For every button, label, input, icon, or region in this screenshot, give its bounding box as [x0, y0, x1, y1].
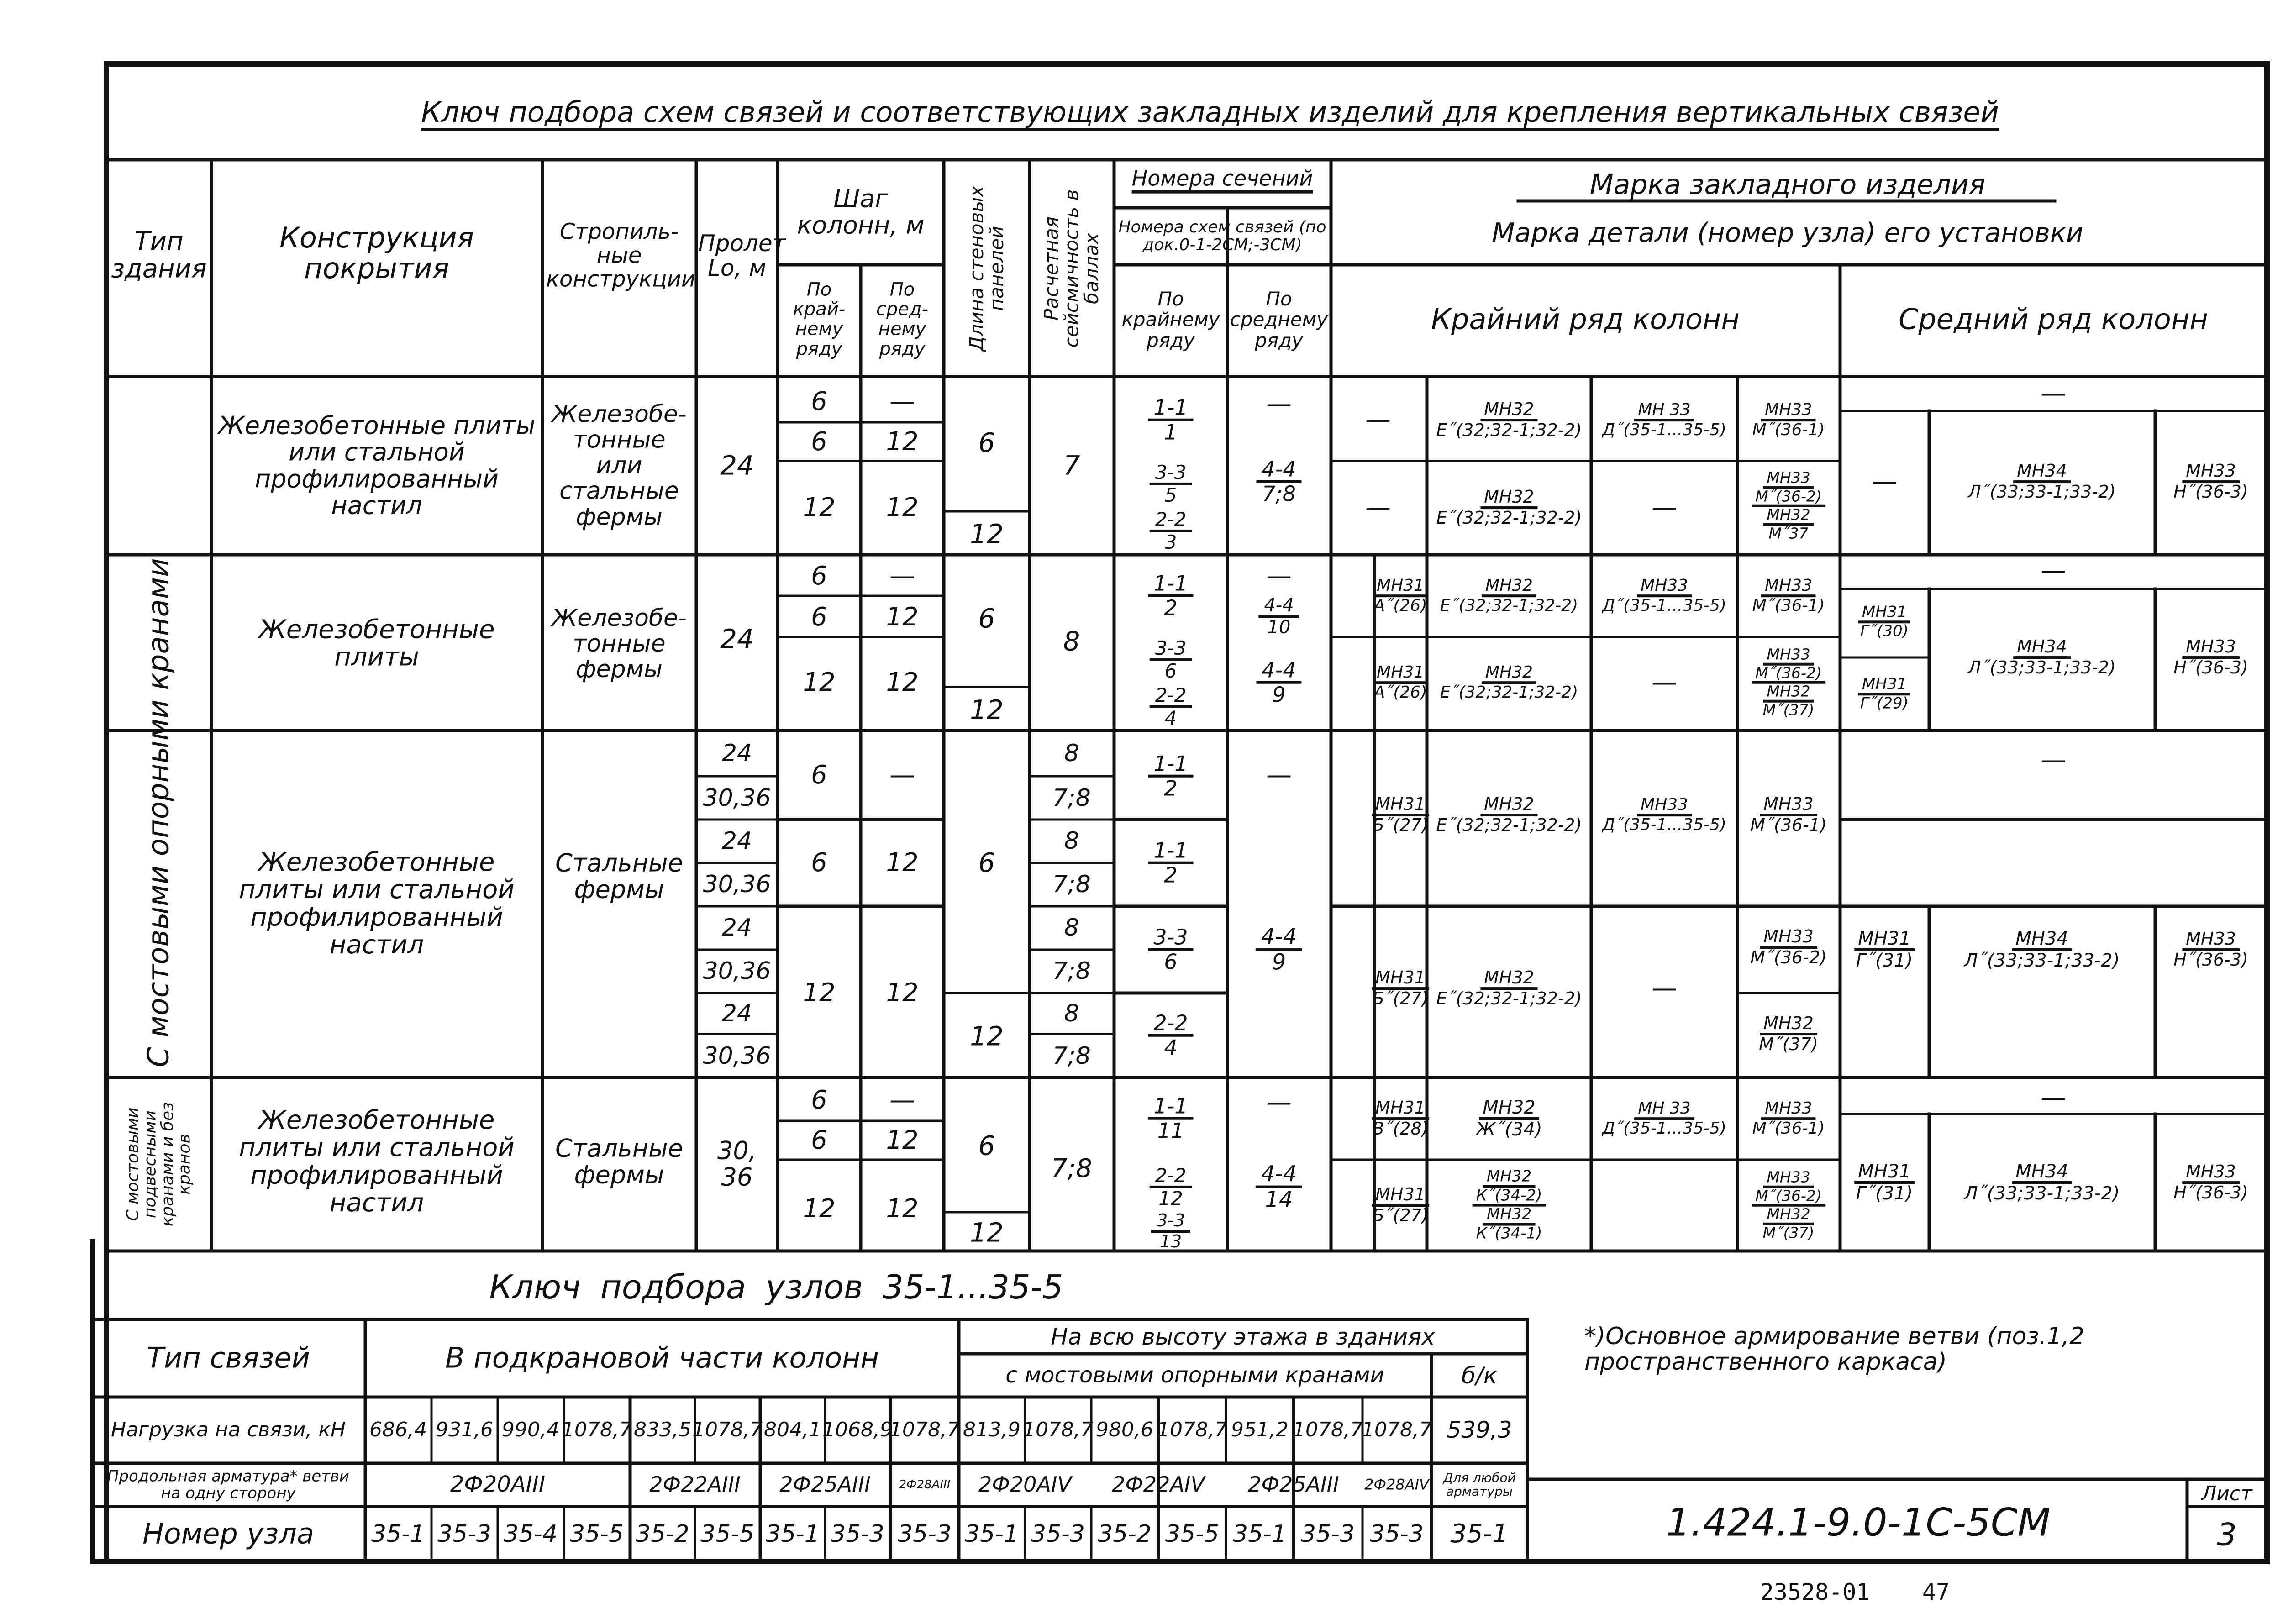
b2-g1-top: МН31 Г˝(30): [1858, 604, 1910, 639]
b3-g3: МН33 Н˝(36-3): [2173, 929, 2248, 970]
rebar-value: 2Ф28АIII: [899, 1477, 951, 1492]
load-value: 931,6: [436, 1418, 493, 1442]
load-value: 1078,7: [1023, 1418, 1093, 1442]
b4-e2-top: МН32 Ж˝(34): [1476, 1097, 1542, 1140]
node-value: 35-5: [569, 1520, 624, 1548]
b4-truss: Стальные фермы: [555, 1134, 683, 1189]
b1-e3-top: МН 33 Д˝(35-1...35-5): [1602, 400, 1726, 439]
node-value: 35-1: [765, 1520, 820, 1548]
b3-step1: 6: [811, 760, 827, 790]
b2-sec-mid-a: 4-4 10: [1258, 596, 1299, 637]
b4-e1-top: МН31 В˝(28): [1372, 1098, 1429, 1139]
document-code: 1.424.1-9.0-1С-5СМ: [1666, 1500, 2051, 1545]
b4-span: 30, 36: [717, 1136, 757, 1192]
b2-sec-b: 3-3 6: [1150, 638, 1192, 681]
b1-panel2: 12: [970, 518, 1004, 550]
b2-seismic: 8: [1063, 625, 1080, 657]
side-label-hanging: С мостовыми подвесными кранами и без кранов: [123, 1102, 194, 1227]
b1-span: 24: [720, 450, 754, 481]
b1-e3-bot: —: [1652, 492, 1677, 522]
node-value: 35-3: [1369, 1520, 1424, 1548]
node-value: 35-3: [1031, 1520, 1085, 1548]
b3-e3-bot: —: [1652, 973, 1677, 1003]
t2-type-header: Тип связей: [147, 1341, 310, 1375]
load-value: 1068,9: [822, 1418, 893, 1442]
b3-sec-d: 2-2 4: [1148, 1012, 1193, 1059]
b1-step2: 6: [811, 426, 827, 457]
rebar-value: 2Ф22АIII: [649, 1472, 741, 1497]
b3-seis-2: 7;8: [1052, 784, 1091, 812]
b4-g1: МН31 Г˝(31): [1854, 1162, 1915, 1203]
b4-panel1: 6: [978, 1130, 995, 1162]
b2-sec-mid-b: 4-4 9: [1256, 659, 1301, 706]
t2-load-label: Нагрузка на связи, кН: [111, 1418, 346, 1442]
b1-g1: —: [1872, 466, 1897, 496]
node-value: 35-3: [437, 1520, 492, 1548]
b2-step3-mid: 12: [886, 667, 919, 697]
col-step-edge: По край-нему ряду: [793, 279, 846, 360]
b4-step1-mid: —: [889, 1085, 915, 1115]
b3-e2-top: МН32 Е˝(32;32-1;32-2): [1436, 794, 1582, 835]
b1-step2-mid: 12: [886, 426, 919, 457]
b1-e4-top: МН33 М˝(36-1): [1752, 400, 1825, 439]
b4-construction: Железобетонные плиты или стальной профилированный настил: [239, 1105, 515, 1218]
b2-step2: 6: [811, 602, 827, 632]
b1-g3: МН33 Н˝(36-3): [2173, 461, 2248, 502]
b3-span-3: 24: [721, 827, 752, 855]
b3-step2-mid: 12: [886, 847, 919, 878]
t2-node-label: Номер узла: [142, 1517, 314, 1550]
b3-sec-mid-c: 4-4 9: [1256, 925, 1302, 974]
node-value: 35-3: [830, 1520, 885, 1548]
b3-sec-c: 3-3 6: [1148, 926, 1193, 973]
b3-truss: Стальные фермы: [555, 848, 683, 904]
b1-panel1: 6: [978, 427, 995, 458]
b2-step3: 12: [803, 667, 836, 697]
b4-step2-mid: 12: [886, 1125, 919, 1155]
load-value: 951,2: [1231, 1418, 1289, 1442]
b1-sec-c: 2-2 3: [1150, 510, 1192, 552]
b3-seis-4: 7;8: [1052, 870, 1091, 898]
rebar-value: 2Ф25АIII: [779, 1472, 871, 1497]
b3-span-1: 24: [721, 739, 752, 767]
b4-g3: МН33 Н˝(36-3): [2173, 1162, 2248, 1203]
b4-sec-a: 1-1 11: [1148, 1095, 1193, 1142]
b3-seis-5: 8: [1064, 914, 1079, 941]
col-schemes: Номера схем связей (по док.0-1-2СМ;-3СМ): [1118, 218, 1326, 254]
t2-crane-header: В подкрановой части колонн: [445, 1341, 879, 1375]
b1-step3-mid: 12: [886, 492, 919, 522]
col-edge-row: Крайний ряд колонн: [1431, 302, 1740, 336]
load-value: 1078,7: [889, 1418, 960, 1442]
b3-span-2: 30,36: [703, 784, 771, 812]
b1-seismic: 7: [1063, 450, 1080, 481]
b3-sec-b: 1-1 2: [1148, 840, 1193, 887]
sheet-label: Лист: [2201, 1482, 2252, 1506]
b3-e4-bot: МН32 М˝(37): [1759, 1013, 1818, 1054]
b3-e4-top: МН33 М˝(36-1): [1750, 794, 1827, 835]
b3-span-4: 30,36: [703, 870, 771, 898]
b1-sec-mid-b: 4-4 7;8: [1256, 458, 1301, 505]
col-step-mid: По сред-нему ряду: [876, 279, 929, 360]
b1-e4-bot: МН33 М˝(36-2) МН32 М˝37: [1752, 470, 1825, 542]
b3-seis-1: 8: [1064, 739, 1079, 767]
b3-e4-mid: МН33 М˝(36-2): [1750, 926, 1827, 967]
b4-panel2: 12: [970, 1217, 1004, 1248]
b2-step1: 6: [811, 561, 827, 591]
b2-sec-mid-dash: —: [1266, 561, 1292, 591]
b4-e4-bot: МН33 М˝(36-2) МН32 М˝(37): [1752, 1170, 1825, 1241]
b3-step1-mid: —: [889, 760, 915, 790]
col-panel: Длина стеновых панелей: [965, 185, 1008, 352]
b2-step2-mid: 12: [886, 602, 919, 632]
node-value: 35-2: [635, 1520, 690, 1548]
t2-full-header: На всю высоту этажа в зданиях: [1051, 1324, 1435, 1350]
b4-sec-b: 2-2 12: [1150, 1166, 1192, 1209]
t2-rebar-label: Продольная арматура* ветви на одну сторону: [107, 1467, 350, 1502]
load-value: 539,3: [1447, 1417, 1512, 1443]
node-value: 35-1: [964, 1520, 1019, 1548]
b1-step1: 6: [811, 386, 827, 416]
b2-sec-a: 1-1 2: [1148, 573, 1193, 620]
b1-e1-bot: —: [1365, 492, 1391, 522]
b4-sec-c: 3-3 13: [1151, 1212, 1190, 1251]
b3-construction: Железобетонные плиты или стальной профилированный настил: [239, 847, 515, 960]
b3-panel1: 6: [978, 847, 995, 878]
b1-sec-mid-a: —: [1266, 389, 1292, 419]
side-label-cranes: С мостовыми опорными кранами: [142, 558, 176, 1067]
b4-g-top: —: [2041, 1083, 2066, 1113]
load-value: 804,1: [764, 1418, 821, 1442]
load-value: 813,9: [963, 1418, 1021, 1442]
col-mark2: Марка детали (номер узла) его установки: [1492, 217, 2083, 248]
t2-bk-header: б/к: [1462, 1362, 1497, 1389]
rebar-value: 2Ф20АIV: [978, 1472, 1072, 1497]
b1-truss: Железобе-тонные или стальные фермы: [552, 400, 687, 531]
rebar-value: Для любой арматуры: [1443, 1470, 1516, 1499]
load-value: 1078,7: [1293, 1418, 1363, 1442]
b4-e2-bot: МН32 К˝(34-2) МН32 К˝(34-1): [1473, 1169, 1546, 1242]
b3-span-6: 30,36: [703, 957, 771, 985]
page-number: 47: [1922, 1579, 1950, 1605]
b3-e2-bot: МН32 Е˝(32;32-1;32-2): [1436, 967, 1582, 1009]
col-step: Шаг колонн, м: [797, 184, 925, 240]
b1-sec-a: 1-1 1: [1148, 397, 1193, 444]
b2-e1-top: МН31 А˝(26): [1373, 576, 1427, 615]
b1-g2: МН34 Л˝(33;33-1;33-2): [1968, 461, 2116, 502]
b3-seis-7: 8: [1064, 999, 1079, 1027]
b1-e2-top: МН32 Е˝(32;32-1;32-2): [1436, 399, 1582, 440]
col-mark1: Марка закладного изделия: [1589, 168, 1986, 201]
footnote: *)Основное армирование ветви (поз.1,2 пространственного каркаса): [1584, 1322, 2085, 1376]
b1-e2-bot: МН32 Е˝(32;32-1;32-2): [1436, 487, 1582, 528]
rebar-value: 2Ф25АIII: [1248, 1472, 1339, 1497]
b3-span-5: 24: [721, 914, 752, 941]
b3-g2: МН34 Л˝(33;33-1;33-2): [1964, 928, 2120, 971]
load-value: 833,5: [634, 1418, 691, 1442]
b2-e2-top: МН32 Е˝(32;32-1;32-2): [1440, 576, 1578, 615]
b3-seis-8: 7;8: [1052, 1042, 1091, 1070]
b3-seis-6: 7;8: [1052, 957, 1091, 985]
load-value: 1078,7: [1157, 1418, 1227, 1442]
nodes-table-title: Ключ подбора узлов 35-1...35-5: [489, 1268, 1063, 1307]
b3-g-top: —: [2041, 745, 2066, 775]
load-value: 1078,7: [1362, 1418, 1432, 1442]
b2-g3: МН33 Н˝(36-3): [2173, 636, 2248, 678]
b4-e4-top: МН33 М˝(36-1): [1752, 1099, 1825, 1138]
b2-span: 24: [720, 623, 754, 655]
b1-step1-mid: —: [889, 386, 915, 416]
b3-e3-top: МН33 Д˝(35-1...35-5): [1602, 795, 1726, 834]
b2-e1-bot: МН31 А˝(26): [1373, 663, 1427, 702]
b2-e4-bot: МН33 М˝(36-2) МН32 М˝(37): [1752, 647, 1825, 719]
b4-seismic: 7;8: [1051, 1153, 1093, 1183]
b4-step2: 6: [811, 1125, 827, 1155]
load-value: 980,6: [1096, 1418, 1153, 1442]
load-value: 686,4: [369, 1418, 427, 1442]
col-mid-row: Средний ряд колонн: [1899, 302, 2208, 336]
b3-e1-top: МН31 Б˝(27): [1372, 794, 1429, 835]
archive-number: 23528-01: [1760, 1579, 1870, 1605]
main-title: Ключ подбора схем связей и соответствующих закладных изделий для крепления вертикальных связей: [421, 97, 1999, 131]
node-value: 35-2: [1097, 1520, 1152, 1548]
col-type: Тип здания: [111, 226, 207, 284]
b4-e3-top: МН 33 Д˝(35-1...35-5): [1602, 1099, 1726, 1138]
col-span: Пролет Lо, м: [698, 230, 786, 281]
b3-sec-a: 1-1 2: [1148, 753, 1193, 800]
col-truss: Стропиль-ные конструкции: [546, 219, 696, 292]
rebar-value: 2Ф28АIV: [1364, 1476, 1429, 1493]
b3-step2: 6: [811, 847, 827, 878]
b3-sec-mid-a: —: [1266, 760, 1292, 790]
load-value: 1078,7: [692, 1418, 763, 1442]
b2-e3-top: МН33 Д˝(35-1...35-5): [1602, 576, 1726, 615]
col-seismic: Расчетная сейсмичность в баллах: [1040, 189, 1103, 348]
node-value: 35-1: [1232, 1520, 1287, 1548]
node-value: 35-4: [503, 1520, 558, 1548]
node-value: 35-1: [1450, 1519, 1509, 1549]
b3-seis-3: 8: [1064, 827, 1079, 855]
b2-g2: МН34 Л˝(33;33-1;33-2): [1968, 636, 2116, 678]
b3-step3-mid: 12: [886, 978, 919, 1008]
load-value: 990,4: [502, 1418, 559, 1442]
b2-e3-bot: —: [1652, 667, 1677, 697]
b2-e4-top: МН33 М˝(36-1): [1752, 576, 1825, 615]
t2-cranes-header: с мостовыми опорными кранами: [1005, 1362, 1384, 1388]
b3-e1-bot: МН31 Б˝(27): [1372, 967, 1429, 1009]
node-value: 35-3: [897, 1520, 952, 1548]
b4-step3-mid: 12: [886, 1193, 919, 1224]
node-value: 35-5: [700, 1520, 755, 1548]
b1-step3: 12: [803, 492, 836, 522]
b2-step1-mid: —: [889, 561, 915, 591]
node-value: 35-1: [371, 1520, 426, 1548]
b4-e1-bot: МН31 Б˝(27): [1372, 1184, 1429, 1225]
b1-construction: Железобетонные плиты или стальной профилированный настил: [218, 411, 536, 520]
node-value: 35-5: [1165, 1520, 1220, 1548]
b1-sec-b: 3-3 5: [1150, 462, 1192, 505]
b2-g-top: —: [2041, 555, 2066, 585]
b4-sec-mid-b: 4-4 14: [1256, 1163, 1302, 1212]
b1-e1-top: —: [1365, 405, 1391, 435]
b2-g1-bot: МН31 Г˝(29): [1858, 676, 1910, 711]
col-sec-edge: По крайнему ряду: [1121, 287, 1220, 352]
b4-step3: 12: [803, 1193, 836, 1224]
sheet-number: 3: [2217, 1517, 2237, 1553]
b1-g-top: —: [2041, 378, 2066, 408]
b3-panel2: 12: [970, 1020, 1004, 1052]
b4-step1: 6: [811, 1085, 827, 1115]
rebar-value: 2Ф22АIV: [1112, 1472, 1205, 1497]
b2-construction: Железобетонные плиты: [258, 615, 495, 672]
b2-truss: Железобе-тонные фермы: [552, 604, 687, 683]
b2-panel1: 6: [978, 603, 995, 634]
load-value: 1078,7: [562, 1418, 632, 1442]
b3-g1: МН31 Г˝(31): [1854, 929, 1915, 970]
b3-step3: 12: [803, 978, 836, 1008]
col-sec-mid: По среднему ряду: [1230, 287, 1328, 352]
rebar-value: 2Ф20АIII: [450, 1472, 546, 1498]
b3-span-7: 24: [721, 999, 752, 1027]
col-construction: Конструкция покрытия: [279, 221, 474, 285]
b2-e2-bot: МН32 Е˝(32;32-1;32-2): [1440, 663, 1578, 702]
b4-g2: МН34 Л˝(33;33-1;33-2): [1964, 1161, 2120, 1204]
node-value: 35-3: [1300, 1520, 1355, 1548]
b2-sec-c: 2-2 4: [1150, 685, 1192, 728]
col-sections: Номера сечений: [1132, 168, 1313, 194]
b3-span-8: 30,36: [703, 1042, 771, 1070]
b4-sec-mid-a: —: [1266, 1087, 1292, 1117]
b2-panel2: 12: [970, 694, 1004, 725]
